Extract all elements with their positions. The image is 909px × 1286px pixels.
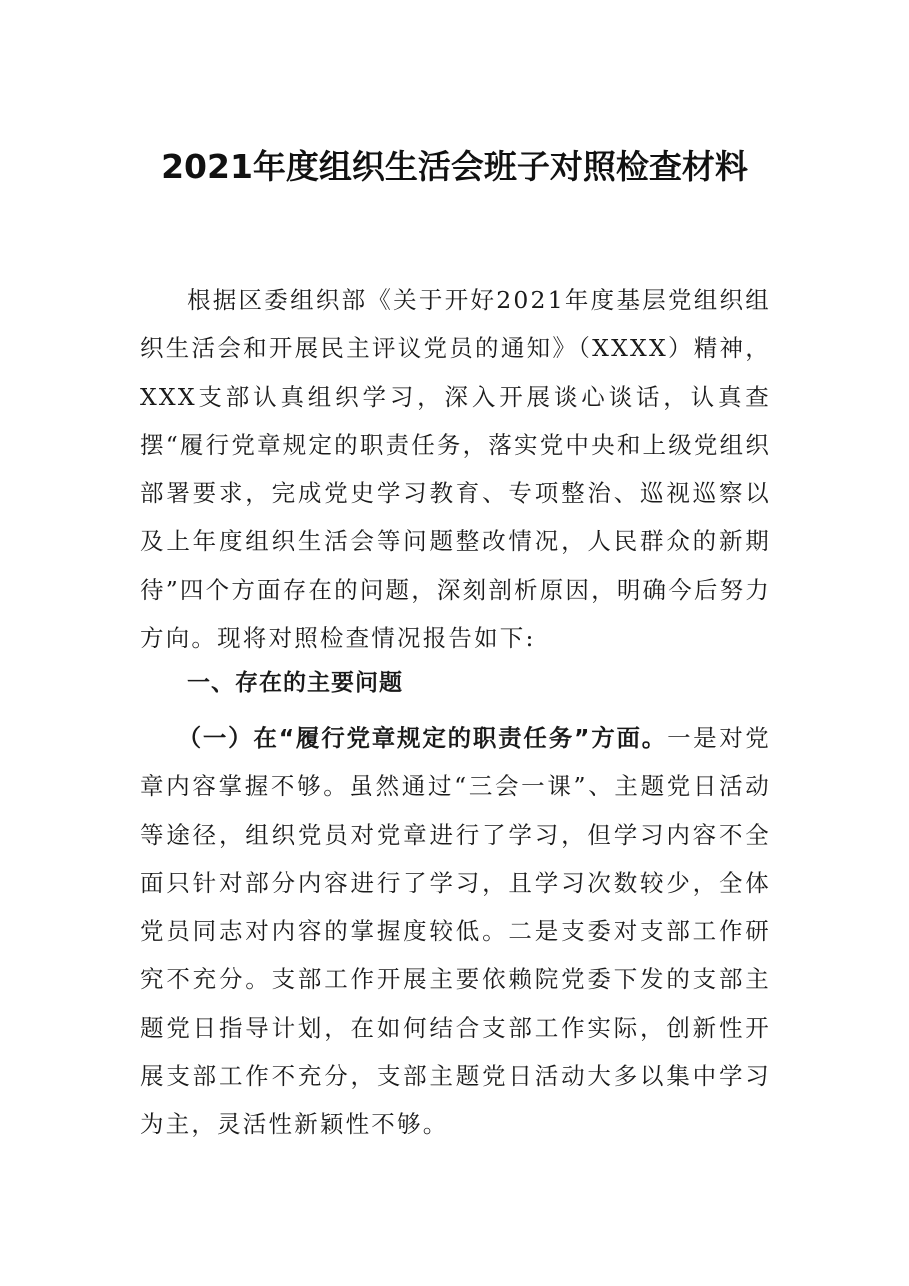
subsection-lead: （一）在“履行党章规定的职责任务”方面。 [177,724,668,752]
subsection-paragraph [140,714,771,1149]
section-heading: 一、存在的主要问题 [187,670,403,696]
document-title: 2021年度组织生活会班子对照检查材料 [161,147,748,186]
intro-paragraph: 根据区委组织部《关于开好2021年度基层党组织组织生活会和开展民主评议党员的通知》（XXXX）精神，XXX支部认真组织学习，深入开展谈心谈话，认真查摆“履行党章规定的职责任务，落实党中央和上级党组织部署要求，完成党史学习教育、专项整治、巡视巡察以及上年度组织生活会等问题整改情况，人民群众的新期待”四个方面存在的问题，深刻剖析原因，明确今后努力方向。现将对照检查情况报告如下: [140,286,772,653]
subsection-text: 一是对党章内容掌握不够。虽然通过“三会一课”、主题党日活动等途径，组织党员对党章进行了学习，但学习内容不全面只针对部分内容进行了学习，且学习次数较少，全体党员同志对内容的掌握度较低。二是支委对支部工作研究不充分。支部工作开展主要依赖院党委下发的支部主题党日指导计划，在如何结合支部工作实际，创新性开展支部工作不充分，支部主题党日活动大多以集中学习为主，灵活性新颖性不够。 [140,724,771,1139]
